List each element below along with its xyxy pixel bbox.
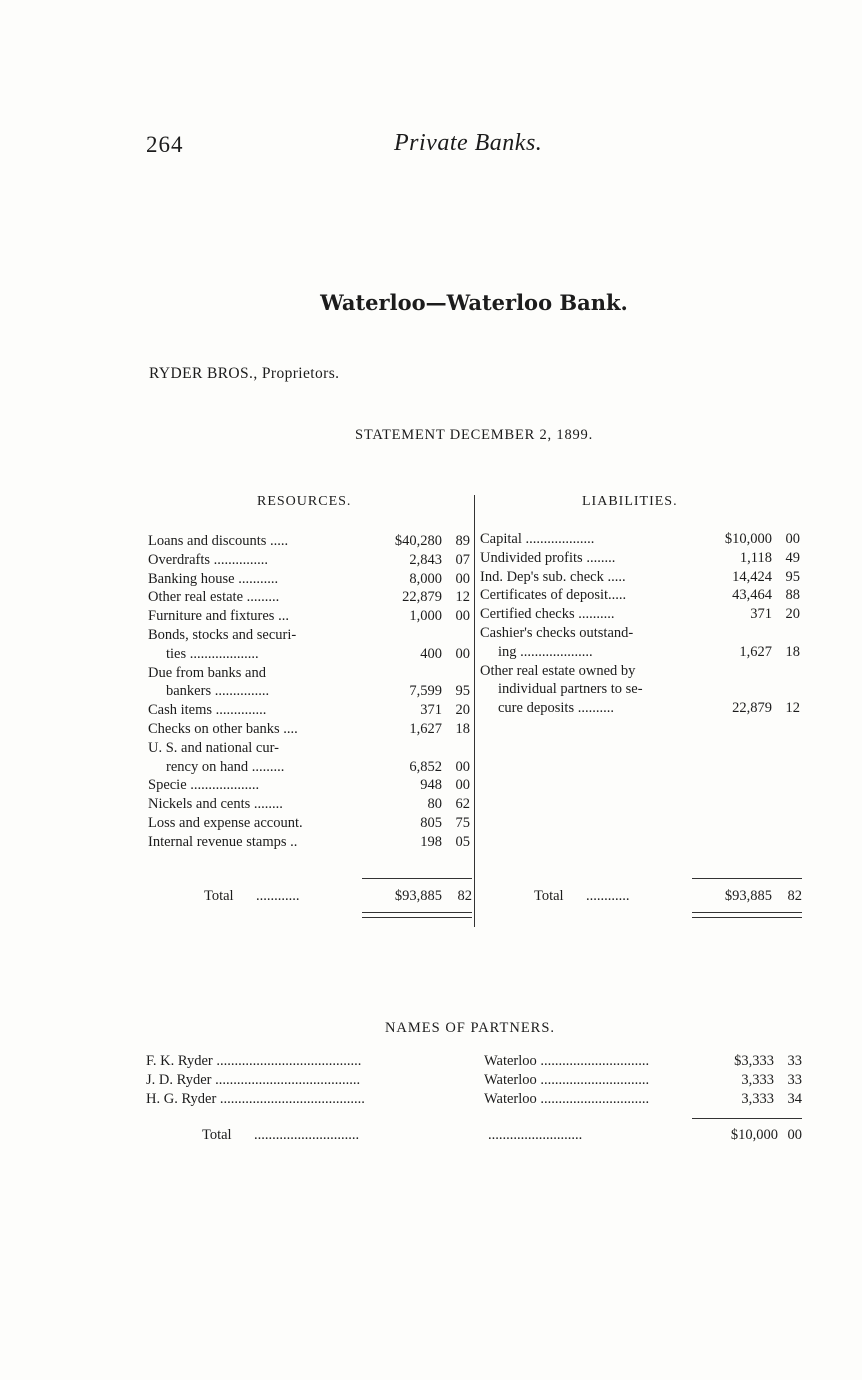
resources-item-label: Bonds, stocks and securi- (148, 627, 297, 643)
liabilities-item-label: Certificates of deposit..... (480, 587, 627, 604)
liabilities-total-rule (692, 878, 802, 879)
liabilities-item-cents: 88 (785, 587, 800, 604)
resources-item-label: bankers ............... (166, 683, 270, 700)
resources-item-dollars: 80 (427, 796, 442, 813)
liabilities-total-cents: 82 (787, 888, 802, 904)
liabilities-item-dollars: 1,627 (739, 643, 772, 660)
proprietors-line: RYDER BROS., Proprietors. (149, 365, 340, 382)
resources-total-leader: ............ (256, 888, 300, 904)
partners-total-label: Total (202, 1127, 232, 1143)
resources-item-label: Other real estate ......... (148, 589, 280, 606)
resources-item-dollars: 1,627 (409, 721, 442, 737)
resources-item-dollars: $40,280 (394, 533, 442, 549)
liabilities-item-label: Cashier's checks outstand- (480, 625, 634, 641)
resources-item-label: Furniture and fixtures ... (148, 608, 289, 625)
partners-total-leader-2: .......................... (488, 1127, 583, 1143)
resources-item-label: Cash items .............. (148, 702, 267, 719)
resources-item-label: Banking house ........... (148, 570, 279, 587)
resources-item-cents: 62 (455, 796, 470, 813)
partner-name: J. D. Ryder ........................................ (146, 1072, 361, 1088)
resources-item-dollars: 6,852 (409, 758, 442, 775)
liabilities-heading: LIABILITIES. (582, 494, 678, 509)
running-head: Private Banks. (394, 130, 543, 156)
page-number: 264 (146, 132, 184, 157)
resources-item-label: ties ................... (166, 645, 259, 662)
resources-item-label: Loans and discounts ..... (148, 533, 289, 549)
liabilities-item-label: individual partners to se- (498, 681, 643, 698)
liabilities-item-cents: 95 (785, 568, 800, 585)
partner-cents: 33 (787, 1072, 802, 1088)
resources-item-label: Overdrafts ............... (148, 551, 269, 568)
resources-item-cents: 89 (455, 533, 470, 549)
liabilities-item-label: Capital ................... (480, 531, 595, 547)
resources-item-cents: 00 (455, 645, 470, 662)
liabilities-total-label: Total (534, 888, 564, 904)
partners-heading: NAMES OF PARTNERS. (384, 1020, 556, 1036)
resources-item-cents: 18 (455, 721, 470, 737)
resources-total-cents: 82 (457, 888, 472, 904)
resources-item-cents: 07 (455, 551, 470, 568)
partners-total-row (202, 1126, 804, 1145)
partner-location: Waterloo .............................. (484, 1053, 650, 1069)
partner-name: F. K. Ryder ........................................ (146, 1053, 362, 1069)
resources-heading: RESOURCES. (257, 494, 352, 509)
resources-item-label: Specie ................... (148, 777, 260, 794)
resources-item-cents: 05 (455, 833, 470, 850)
resources-item-label: Due from banks and (148, 664, 266, 681)
liabilities-item-cents: 20 (785, 606, 800, 623)
partners-total-cents: 00 (787, 1127, 802, 1143)
resources-item-dollars: 371 (420, 702, 442, 719)
resources-item-label: rency on hand ......... (166, 758, 285, 775)
partners-total-dollars: $10,000 (730, 1127, 778, 1143)
liabilities-item-cents: 49 (785, 549, 800, 566)
resources-item-cents: 00 (455, 570, 470, 587)
resources-item-cents: 00 (455, 758, 470, 775)
resources-total-dollars: $93,885 (394, 888, 442, 904)
resources-item-dollars: 2,843 (409, 551, 442, 568)
partner-name: H. G. Ryder ........................................ (146, 1091, 365, 1107)
column-divider (474, 495, 475, 927)
liabilities-item-cents: 18 (785, 643, 800, 660)
liabilities-item-dollars: 22,879 (732, 700, 772, 717)
resources-item-cents: 75 (455, 815, 470, 831)
resources-item-label: U. S. and national cur- (148, 739, 279, 756)
resources-item-cents: 20 (455, 702, 470, 719)
resources-total-rule (362, 878, 472, 879)
partners-total-rule (692, 1118, 802, 1119)
liabilities-item-label: cure deposits .......... (498, 700, 614, 717)
partner-location: Waterloo .............................. (484, 1091, 650, 1107)
resources-item-dollars: 7,599 (409, 683, 442, 700)
resources-item-cents: 12 (455, 589, 470, 606)
partner-cents: 33 (787, 1053, 802, 1069)
liabilities-item-dollars: 43,464 (732, 587, 772, 604)
resources-total-double-rule (362, 912, 472, 918)
liabilities-item-dollars: 14,424 (732, 568, 772, 585)
liabilities-item-label: Undivided profits ........ (480, 549, 616, 566)
partner-dollars: 3,333 (741, 1072, 774, 1088)
resources-item-dollars: 400 (420, 645, 442, 662)
resources-item-cents: 95 (455, 683, 470, 700)
partner-dollars: $3,333 (734, 1053, 774, 1069)
partner-cents: 34 (787, 1091, 802, 1107)
liabilities-item-dollars: 1,118 (739, 549, 772, 566)
liabilities-item-label: Other real estate owned by (480, 662, 636, 679)
resources-item-cents: 00 (455, 608, 470, 625)
liabilities-total-row (534, 887, 804, 906)
liabilities-total-dollars: $93,885 (724, 888, 772, 904)
liabilities-item-cents: 12 (785, 700, 800, 717)
liabilities-item-dollars: 371 (750, 606, 772, 623)
resources-item-label: Loss and expense account. (148, 815, 303, 831)
liabilities-total-double-rule (692, 912, 802, 918)
resources-item-dollars: 8,000 (409, 570, 442, 587)
statement-title: STATEMENT DECEMBER 2, 1899. (354, 427, 594, 443)
resources-item-dollars: 805 (420, 815, 442, 831)
resources-item-dollars: 1,000 (409, 608, 442, 625)
resources-item-label: Checks on other banks .... (148, 721, 298, 737)
resources-total-row (204, 887, 474, 906)
liabilities-item-label: ing .................... (498, 643, 593, 660)
liabilities-total-leader: ............ (586, 888, 630, 904)
resources-item-dollars: 22,879 (402, 589, 442, 606)
partners-total-leader: ............................. (254, 1127, 360, 1143)
partner-location: Waterloo .............................. (484, 1072, 650, 1088)
bank-title: Waterloo—Waterloo Bank. (320, 290, 628, 315)
resources-item-cents: 00 (455, 777, 470, 794)
liabilities-item-cents: 00 (785, 531, 800, 547)
resources-item-dollars: 948 (420, 777, 442, 794)
partner-dollars: 3,333 (741, 1091, 774, 1107)
resources-item-dollars: 198 (420, 833, 442, 850)
liabilities-item-dollars: $10,000 (724, 531, 772, 547)
liabilities-item-label: Certified checks .......... (480, 606, 615, 623)
liabilities-item-label: Ind. Dep's sub. check ..... (480, 568, 626, 585)
resources-item-label: Internal revenue stamps .. (148, 833, 298, 850)
resources-item-label: Nickels and cents ........ (148, 796, 283, 813)
resources-total-label: Total (204, 888, 234, 904)
